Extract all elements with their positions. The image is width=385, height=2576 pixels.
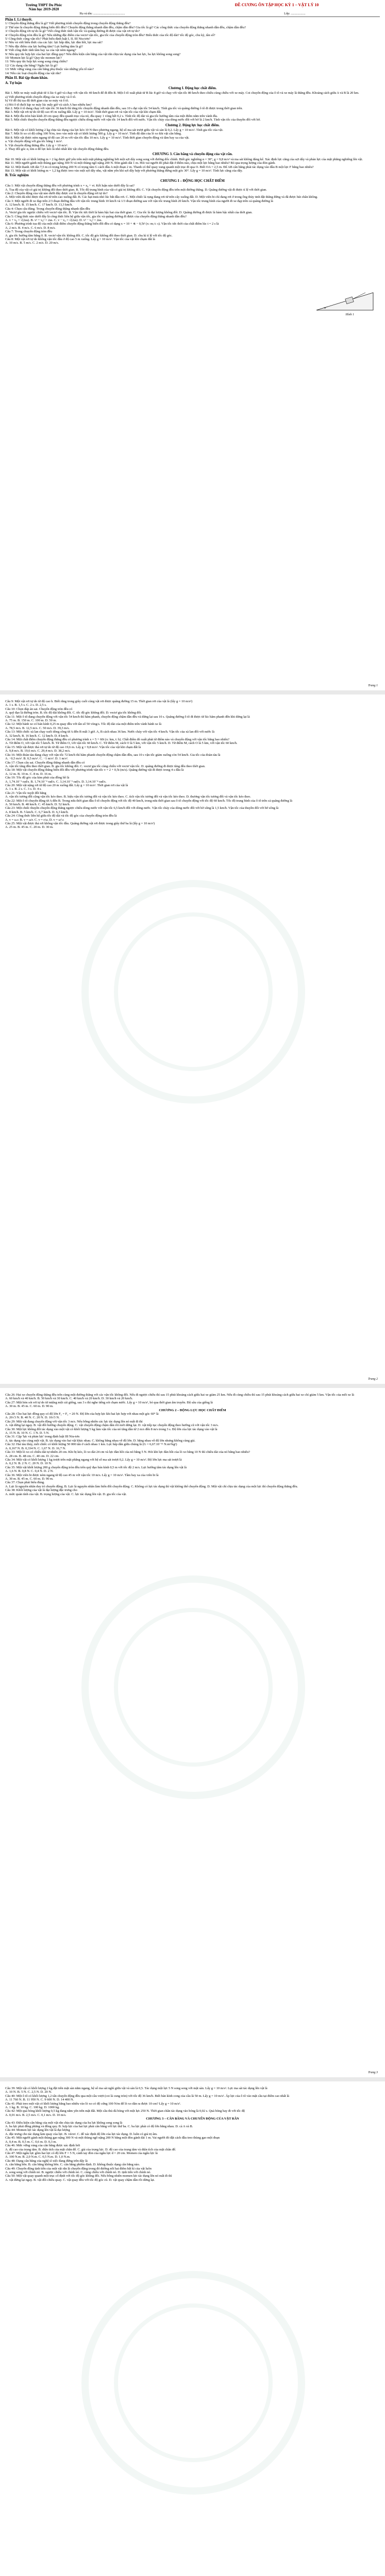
question-line: Câu 29: Một vật đang chuyển động với vận tốc 3 m/s. Nếu bỗng nhiên các lực tác dụng lên nó mất đi thì: [5, 1419, 143, 1423]
theory-item: 10/ Momen lực là gì? Quy tắc momen lực?: [5, 56, 62, 60]
question-line: A. 8 km/h. B. 5 km/h. C. 6,7 km/h. D. 6,3 km/h.: [5, 810, 69, 814]
question-line: A. 60 km/h và 40 km/h. B. 50 km/h và 30 km/h. C. 40 km/h và 20 km/h. D. 30 km/h và 20 km/h.: [5, 1397, 133, 1401]
theory-item: 7/ Nêu đặc điểm của lực hướng tâm? Lực hướng tâm là gì?: [5, 44, 83, 48]
question-line: A. vật dừng lại ngay. B. vật đổi hướng chuyển động. C. vật chuyển động chậm dần rồi mới dừng lại. D. vật tiếp tục chuyển động theo hướng cũ với vận tốc 3 m/s.: [5, 1423, 219, 1428]
question-line: Câu 44: Momen lực tác dụng lên vật là đại lượng: [5, 2128, 70, 2132]
header-divider: [5, 16, 380, 17]
essay-item: Bài 2. Một ô tô đang chạy với vận tốc 36 km/h thì tăng tốc chuyển động nhanh dần đều, sau 10 s đạt vận tốc 54 km/h. Tính gia tốc và quãng đường ô tô đi được trong thời gian trên.: [5, 106, 243, 110]
question-line: Câu 34: Một vật có khối lượng 1 kg trượt trên mặt phẳng ngang với hệ số ma sát trượt 0,2. Lấy g = 10 m/s². Độ lớn lực ma sát trượt là: [5, 1458, 182, 1462]
question-line: A. tác dụng vào cùng một vật. B. tác dụng vào hai vật khác nhau. C. không bằng nhau về độ lớn. D. bằng nhau về độ lớn nhưng không cùng giá.: [5, 1438, 195, 1443]
question-line: Câu 35: Một vật khối lượng 200 g chuyển động tròn đều trên quỹ đạo bán kính 0,5 m với tốc độ 2 m/s. Lực hướng tâm tác dụng lên vật là: [5, 1465, 187, 1469]
essay-item: a. Vật chuyển động với gia tốc bằng 1 m/s².: [5, 140, 63, 144]
student-info-line: [0, 12, 385, 15]
question-line: A. ba lực phải đồng phẳng và đồng quy. B. hợp lực của hai lực phải cân bằng với lực thứ ba. C. ba lực phải có độ lớn bằng nhau. D. cả A và B.: [5, 2125, 193, 2129]
theory-item: 8/ Viết công thức tính tầm bay xa của vật ném ngang?: [5, 48, 76, 53]
essay-item: a) Viết phương trình chuyển động của xe máy và ô tô.: [5, 95, 76, 99]
question-line: Câu 43: Điều kiện cân bằng của một vật rắn chịu tác dụng của ba lực không song song là: [5, 2121, 123, 2125]
question-line: Câu 32: Hai tàu thủy, mỗi chiếc có khối lượng 50 000 tấn ở cách nhau 1 km. Lực hấp dẫn giữa chúng là (G = 6,67.10⁻¹¹ N.m²/kg²): [5, 1443, 177, 1447]
question-line: Câu 24: Công thức liên hệ giữa tốc độ dài và tốc độ góc của chuyển động tròn đều là: [5, 814, 117, 818]
question-line: Câu 7: Trong chuyển động tròn đều: [5, 230, 52, 234]
question-line: A. quỹ đạo là đường tròn. B. tốc độ dài không đổi. C. tốc độ góc không đổi. D. vectơ gia tốc không đổi.: [5, 711, 142, 715]
question-line: A. 10 m/s. B. 5 m/s. C. 2 m/s. D. 20 m/s.: [5, 241, 59, 245]
name-field-label: Họ và tên: .........................................: [79, 12, 125, 15]
theory-item: 5/ Công thức cộng vận tốc? Phát biểu định luật I, II, III Niu-tơn?: [5, 37, 91, 41]
page-1: [0, 0, 385, 690]
page-number: Trang 3: [368, 2071, 378, 2074]
question-line: Câu 12: Một bánh xe có bán kính 0,25 m quay đều với tần số 50 vòng/s. Tốc độ dài của một điểm trên vành bánh xe là: [5, 722, 162, 726]
watermark-logo: [77, 2267, 309, 2499]
essay-item: Bài 11. Một người gánh một thùng gạo nặng 300 N và một thùng ngô nặng 200 N. Đòn gánh dài 1 m. Hỏi vai người đó phải đặt ở điểm nào, chịu một lực bằng bao nhiêu? Bỏ qua trọng lượng của đòn gánh.: [5, 161, 276, 165]
question-line: A. 0,2 N. B. 2 N. C. 20 N. D. 10 N.: [5, 1462, 52, 1466]
question-line: Câu 5: Công thức nào dưới đây là công thức liên hệ giữa vận tốc, gia tốc và quãng đường đi được của chuyển động thẳng nhanh dần đều?: [5, 214, 187, 218]
theory-item: 2/ Thế nào là chuyển động thẳng biến đổi đều? Chuyển động thẳng nhanh dần đều, chậm dần đều? Gia tốc là gì? Các công thức của chuyển động thẳng nhanh dần đều, chậm dần đều?: [5, 25, 246, 29]
question-line: Câu 50: Một vật quay quanh một trục cố định với tốc độ góc không đổi. Nếu bỗng nhiên momen lực tác dụng lên nó mất đi thì: [5, 2174, 172, 2178]
multiple-choice-heading: B. Trắc nghiệm: [5, 173, 29, 178]
question-line: Câu 1: Một vật chuyển động thẳng đều với phương trình x = x₀ + vt. Kết luận nào dưới đây là sai?: [5, 184, 135, 188]
question-line: Câu 14: Một chất điểm chuyển động thẳng đều có phương trình x = 5 + 60t (x: km, t: h). Chất điểm đó xuất phát từ điểm nào và chuyển động với vận tốc bằng bao nhiêu?: [5, 738, 229, 742]
question-line: A. 1,6 N. B. 0,8 N. C. 0,4 N. D. 2 N.: [5, 1469, 54, 1473]
page-number: Trang 1: [368, 684, 378, 687]
question-line: A. 20√3 N. B. 40 N. C. 20 N. D. 10√3 N.: [5, 1416, 60, 1420]
question-line: Câu 36: Một viên bi được ném ngang từ độ cao 45 m với vận tốc 10 m/s. Lấy g = 10 m/s². Tầm bay xa của viên bi là: [5, 1473, 159, 1477]
question-line: Câu 33: Một lò xo có chiều dài tự nhiên 20 cm. Khi bị kéo, lò xo dài 24 cm và lực đàn hồi của nó bằng 5 N. Hỏi khi lực đàn hồi của lò xo bằng 10 N thì chiều dài của nó bằng bao nhiêu?: [5, 1450, 250, 1454]
essay-item: Bài 4. Một đĩa tròn bán kính 20 cm quay đều quanh trục của nó, đĩa quay 1 vòng hết 0,2 s. Tính tốc độ dài và gia tốc hướng tâm của một điểm nằm trên vành đĩa.: [5, 114, 218, 118]
mc-question-list-1: [5, 184, 380, 245]
theory-item: 14/ Nêu các loại chuyển động của vật rắn?: [5, 71, 61, 75]
theory-item: 9/ Nêu quy tắc hợp lực của hai lực đồng quy? Nêu điều kiện cân bằng của vật rắn chịu tác dụng của hai lực, ba lực không song song?: [5, 52, 181, 56]
document-title: ĐỀ CƯƠNG ÔN TẬP HỌC KỲ 1 – VẬT LÝ 10: [235, 3, 319, 7]
question-line: Câu 27: Một hòn sỏi rơi tự do từ miệng một cái giếng, sau 3 s thì nghe tiếng sỏi chạm nước. Lấy g = 10 m/s², bỏ qua thời gian âm truyền. Độ sâu của giếng là: [5, 1400, 213, 1404]
question-line: Câu 9: Một vật rơi tự do từ độ cao h. Biết rằng trong giây cuối cùng vật rơi được quãng đường 15 m. Thời gian rơi của vật là (lấy g = 10 m/s²): [5, 700, 193, 703]
question-line: Câu 45: Một người gánh một thùng gạo nặng 300 N và một thùng ngô nặng 200 N bằng một đòn gánh dài 1 m. Vai người đó đặt cách đầu treo thùng gạo một đoạn: [5, 2136, 220, 2140]
page-4-content: [0, 2081, 385, 2182]
question-line: A. vận tốc tăng đều theo thời gian. B. gia tốc không đổi. C. vectơ gia tốc cùng chiều với vectơ vận tốc. D. quãng đường đi được tăng đều theo thời gian.: [5, 764, 206, 768]
question-line: Câu 49: Chuyển động tịnh tiến của một vật rắn là chuyển động trong đó đường nối hai điểm bất kì của vật luôn: [5, 2166, 152, 2171]
part-1-heading: Phần I. Lí thuyết.: [5, 18, 32, 22]
question-line: A. v + v₀ = √(2as). B. v² + v₀² = 2as. C. v − v₀ = √(2as). D. v² − v₀² = 2as.: [5, 218, 102, 222]
question-line: A. 11 760 N. B. 11 950 N. C. 9 600 N. D. 14 400 N.: [5, 2098, 74, 2102]
question-line: Câu 21: Vận tốc tuyệt đối bằng: [5, 791, 46, 795]
page-number: Trang 2: [368, 1378, 378, 1381]
school-block: [5, 3, 82, 11]
essay-item: b) Vẽ đồ thị tọa độ thời gian của xe máy và ô tô.: [5, 99, 69, 103]
figure-caption: Hình 1: [345, 313, 354, 316]
essay-item: b. Vật chuyển động thẳng đều. Lấy g = 10 m/s².: [5, 143, 69, 147]
essay-item: c) Hỏi ô tô đuổi kịp xe máy lúc mấy giờ và cách A bao nhiêu km?: [5, 103, 92, 107]
essay-item: 2. Thay đổi góc α, tìm α để lực kéo là nhỏ nhất khi vật chuyển động thẳng đều.: [5, 147, 109, 151]
class-field-label: Lớp: ...................: [284, 12, 306, 15]
essay-chapter-2-list: [5, 128, 380, 151]
question-line: CHƯƠNG 3 – CÂN BẰNG VÀ CHUYỂN ĐỘNG CỦA VẬT RẮN: [146, 2117, 239, 2121]
page-2-content: [0, 694, 385, 829]
question-line: Câu 38: Khối lượng của vật là đại lượng đặc trưng cho: [5, 1488, 77, 1493]
question-line: A. 0,4 m. B. 0,5 m. C. 0,6 m. D. 0,3 m.: [5, 2140, 57, 2144]
question-line: A. 15 N. B. 10 N. C. 1 N. D. 5 N.: [5, 1431, 49, 1435]
question-line: A. độ cao của trọng tâm. B. diện tích của mặt chân đế. C. giá của trọng lực. D. độ cao của trọng tâm và diện tích của mặt chân đế.: [5, 2147, 176, 2151]
mc-question-list-2: [5, 700, 380, 829]
watermark-logo: [77, 1571, 309, 1803]
question-line: A. Một viên đá nhỏ được thả rơi từ trên cao xuống đất. B. Các hạt mưa nhỏ lúc bắt đầu rơi. C. Một chiếc lá rụng đang rơi từ trên cây xuống đất. D. Một viên bi chì đang rơi ở trong ống thủy tinh đặt thẳng đứng và đã được hút chân không.: [5, 195, 318, 199]
essay-item: Bài 10. Một vật có khối lượng m = 2 kg được giữ yên trên một mặt phẳng nghiêng bởi một sợi dây song song với đường dốc chính. Biết góc nghiêng α = 30°, g = 9,8 m/s² và ma sát không đáng kể. Xác định lực căng của sợi dây và phản lực của mặt phẳng nghiêng lên vật.: [5, 157, 363, 161]
question-line: Câu 23: Một chiếc thuyền chuyển động thẳng ngược chiều dòng nước với vận tốc 6,5 km/h đối với dòng nước. Vận tốc chảy của dòng nước đối với bờ sông là 1,5 km/h. Vận tốc của thuyền đối với bờ sông là: [5, 806, 279, 810]
question-line: A. 78,5 m/s. B. 12,5 m/s. C. 50 m/s. D. 39,3 m/s.: [5, 726, 70, 730]
mc-question-list-4: [5, 2087, 380, 2182]
essay-item: Bài 8. Một vật được ném ngang từ độ cao 20 m với vận tốc đầu 10 m/s. Lấy g = 10 m/s². Tính thời gian chuyển động và tầm bay xa của vật.: [5, 135, 190, 140]
question-line: A. 10 N. B. 5 N. C. 2,5 N. D. 20 N.: [5, 2090, 52, 2094]
question-line: A. Vectơ gia tốc ngược chiều với vectơ vận tốc. B. Vận tốc tức thời là hàm bậc hai của thời gian. C. Gia tốc là đại lượng không đổi. D. Quãng đường đi được là hàm bậc nhất của thời gian.: [5, 211, 253, 215]
question-line: Câu 8: Một vật rơi tự do không vận tốc đầu ở độ cao 5 m xuống. Lấy g = 10 m/s². Vận tốc của vật khi chạm đất là: [5, 237, 155, 241]
question-line: A. 12 km/h. B. 15 km/h. C. 17 km/h. D. 13,3 km/h.: [5, 203, 73, 207]
question-line: A. cân bằng bền. B. cân bằng không bền. C. cân bằng phiếm định. D. không thuộc dạng cân bằng nào.: [5, 2163, 140, 2167]
question-line: Câu 22: Một ô tô chuyển động từ A đến B. Trong nửa thời gian đầu ô tô chuyển động với tốc độ 40 km/h, trong nửa thời gian sau ô tô chuyển động với tốc độ 60 km/h. Tốc độ trung bình của ô tô trên cả quãng đường là: [5, 799, 292, 803]
question-line: A. 30 m. B. 45 m. C. 60 m. D. 90 m.: [5, 1404, 54, 1409]
question-line: Câu 48: Dạng cân bằng của nghệ sĩ xiếc đang đứng trên dây là: [5, 2159, 88, 2163]
incline-figure: [314, 289, 376, 312]
question-line: A. 100 N.m. B. 2,0 N.m. C. 0,5 N.m. D. 1,0 N.m.: [5, 2155, 71, 2159]
question-line: A. 32 km/h. B. 16 km/h. C. 12 km/h. D. 8 km/h.: [5, 734, 69, 738]
mc-question-list-3: [5, 1393, 380, 1496]
question-line: Câu 2: Chuyển động của vật nào dưới đây được coi là chuyển động rơi tự do?: [5, 192, 108, 196]
theory-item: 11/ Nêu quy tắc hợp lực song song cùng chiều?: [5, 60, 68, 64]
document-header: [0, 0, 385, 11]
question-line: A. 0,01 m/s. B. 2,5 m/s. C. 0,1 m/s. D. 10 m/s.: [5, 2113, 66, 2117]
question-line: A. 30 m. B. 45 m. C. 60 m. D. 90 m.: [5, 1477, 54, 1481]
essay-item: Bài 12. Một thanh AB dài 7,5 m có trọng lượng 200 N có trọng tâm G cách đầu A một đoạn 2 m. Thanh có thể quay xung quanh một trục đi qua O. Biết OA = 2,5 m. Để AB cân bằng phải tác dụng vào đầu B một lực F bằng bao nhiêu?: [5, 165, 314, 169]
question-line: Câu 17: Chọn câu sai. Chuyển động thẳng nhanh dần đều có: [5, 760, 85, 765]
question-line: A. vật dừng lại ngay. B. vật đổi chiều quay. C. vật quay đều với tốc độ góc cũ. D. vật quay chậm dần rồi dừng lại.: [5, 2178, 155, 2182]
question-line: Câu 18: Một vật chuyển động thẳng biến đổi đều với phương trình vận tốc v = 2 + 0,5t (m/s). Quãng đường vật đi được trong 4 s đầu là: [5, 768, 184, 772]
theory-item: 3/ Chuyển động rơi tự do là gì? Viết công thức tính vận tốc và quãng đường đi được của vật rơi tự do?: [5, 29, 140, 33]
question-line: Câu 42: Một quả bóng khối lượng 0,5 kg đang nằm yên trên mặt đất. Một cầu thủ đá bóng với một lực 250 N. Thời gian chân tác dụng vào bóng là 0,02 s. Quả bóng bay đi với tốc độ: [5, 2109, 245, 2113]
question-line: A. 50 km/h. B. 48 km/h. C. 45 km/h. D. 52 km/h.: [5, 802, 71, 806]
question-line: Câu 11: Một ô tô đang chuyển động với vận tốc 54 km/h thì hãm phanh, chuyển động chậm dần đều và dừng lại sau 10 s. Quãng đường ô tô đi được từ lúc hãm phanh đến khi dừng lại là: [5, 715, 250, 719]
question-line: Câu 47: Một ngẫu lực gồm hai lực có độ lớn F = 5 N, cánh tay đòn của ngẫu lực d = 20 cm. Momen của ngẫu lực là: [5, 2151, 158, 2155]
question-line: A. gia tốc hướng tâm bằng 0. B. vectơ vận tốc không đổi. C. tốc độ góc không đổi theo thời gian. D. chu kì tỉ lệ với tốc độ góc.: [5, 233, 173, 238]
chapter-3-heading: CHƯƠNG 3. Cân bằng và chuyển động của vật rắn.: [152, 152, 233, 157]
page-1-content: [0, 18, 385, 245]
question-line: Câu 13: Một chiếc xà lan chạy xuôi dòng sông từ A đến B mất 3 giờ. A, B cách nhau 36 km. Nước chảy với vận tốc 4 km/h. Vận tốc của xà lan đối với nước là: [5, 730, 214, 734]
question-line: Câu 37: Chọn phát biểu đúng.: [5, 1481, 45, 1485]
question-line: A. 1 s. B. 2 s. C. 3 s. D. 4 s.: [5, 787, 42, 791]
essay-chapter-3-list: [5, 158, 380, 173]
question-line: Câu 19: Tốc độ góc của kim phút của đồng hồ là: [5, 776, 70, 780]
page-3-content: [0, 1388, 385, 1496]
question-line: A. 1,74.10⁻³ rad/s. B. 1,74.10⁻⁴ rad/s. C. 3,14.10⁻³ rad/s. D. 3,14.10⁻⁴ rad/s.: [5, 779, 107, 784]
mc-chapter-1-heading: CHƯƠNG I – ĐỘNG HỌC CHẤT ĐIỂM: [160, 178, 225, 183]
question-line: A. 1 s. B. 1,5 s. C. 2 s. D. 2,5 s.: [5, 703, 47, 707]
question-line: Câu 4: Chọn câu đúng. Trong chuyển động thẳng nhanh dần đều: [5, 207, 90, 211]
page-gap: [0, 690, 385, 694]
essay-item: Bài 13. Một vật có khối lượng m = 1,2 kg được treo vào một sợi dây nhẹ, vật nằm yên khi sợi dây hợp với phương thẳng đứng một góc 30°. Lấy g = 10 m/s². Tính lực căng của dây.: [5, 169, 243, 173]
theory-list: [5, 22, 380, 75]
question-line: Câu 20: Một vật nặng rơi từ độ cao 20 m xuống đất. Lấy g = 10 m/s². Thời gian rơi của vật là: [5, 783, 128, 787]
question-line: Câu 40: Một ô tô có khối lượng 1,2 tấn chuyển động đều qua một cầu vượt (coi là cung tròn) với tốc độ 36 km/h. Biết bán kính cong của cầu là 50 m. Lấy g = 10 m/s². Áp lực của ô tô vào mặt cầu tại điểm cao nhất là: [5, 2094, 290, 2098]
question-line: A. Từ điểm O, với vận tốc 5 km/h. B. Từ điểm O, với vận tốc 60 km/h. C. Từ điểm M, cách O là 5 km, với vận tốc 5 km/h. D. Từ điểm M, cách O là 5 km, với vận tốc 60 km/h.: [5, 741, 238, 745]
question-line: Câu 16: Một đoàn tàu đang chạy với vận tốc 72 km/h thì hãm phanh chuyển động chậm dần đều, sau 10 s vận tốc giảm xuống còn 54 km/h. Gia tốc của đoàn tàu là: [5, 753, 221, 757]
page-gap: [0, 1384, 385, 1388]
essay-heading: A. Tự luận: [5, 80, 22, 85]
question-line: A. Lực là nguyên nhân duy trì chuyển động. B. Lực là nguyên nhân làm biến đổi chuyển động. C. Không có lực tác dụng thì vật không thể chuyển động. D. Một vật chỉ chịu tác dụng của một lực thì chuyển động thẳng đều.: [5, 1484, 298, 1488]
question-line: A. 0,167 N. B. 0,334 N. C. 1,67 N. D. 16,7 N.: [5, 1446, 66, 1450]
school-name: Trường THPT Du Phúc: [25, 3, 62, 7]
question-line: Câu 31: Cặp 'lực và phản lực' trong định luật III Niu-tơn: [5, 1435, 80, 1439]
question-line: A. song song với chính nó. B. ngược chiều với chính nó. C. cùng chiều với chính nó. D. tịnh tiến với chính nó.: [5, 2170, 151, 2174]
question-line: Câu 15: Một vật được thả rơi tự do từ độ cao 19,6 m. Lấy g = 9,8 m/s². Vận tốc của vật khi chạm đất là: [5, 745, 141, 749]
essay-item: Bài 3. Một vật rơi tự do từ độ cao 45 m xuống đất. Lấy g = 10 m/s². Tính thời gian rơi và vận tốc của vật khi chạm đất.: [5, 110, 162, 114]
question-line: A. v = ω.r. B. v = ω/r. C. v = r/ω. D. v = ω².r.: [5, 818, 64, 822]
theory-item: 13/ Mức vững vàng của cân bằng phụ thuộc vào những yếu tố nào?: [5, 67, 94, 72]
part-2-heading: Phần II. Bài tập tham khảo.: [5, 76, 48, 80]
question-line: Câu 10: Chọn đáp án sai. Chuyển động tròn đều có: [5, 707, 73, 711]
chapter-1-heading: Chương I. Động học chất điểm.: [168, 86, 217, 90]
essay-item: Bài 7. Một lò xo có độ cứng 100 N/m, treo vào một vật có khối lượng 500 g. Lấy g = 10 m/s². Tính độ dãn của lò xo khi vật cân bằng.: [5, 132, 182, 136]
chapter-2-heading: Chương 2. Động lực học chất điểm.: [165, 123, 220, 127]
theory-item: 6/ Nêu và viết biểu thức của các lực: lực hấp dẫn, lực đàn hồi, lực ma sát?: [5, 41, 103, 45]
question-line: Câu 28: Cho hai lực đồng quy có độ lớn F₁ = F₂ = 20 N. Độ lớn của hợp lực khi hai lực hợp với nhau một góc 60° là: [5, 1412, 159, 1416]
question-line: Câu 39: Một vật có khối lượng 2 kg đặt trên mặt sàn nằm ngang, hệ số ma sát nghỉ giữa vật và sàn là 0,5. Tác dụng một lực 5 N song song với mặt sàn. Lấy g = 10 m/s². Lực ma sát tác dụng lên vật là: [5, 2087, 267, 2090]
question-line: Câu 26: Hai xe chuyển động thẳng đều trên cùng một đường thẳng với các vận tốc không đổi. Nếu đi ngược chiều thì sau 15 phút khoảng cách giữa hai xe giảm 25 km. Nếu đi cùng chiều thì sau 15 phút khoảng cách giữa hai xe chỉ giảm 5 km. Vận tốc của mỗi xe là: [5, 1393, 354, 1397]
question-line: A. 75 m. B. 150 m. C. 100 m. D. 50 m.: [5, 719, 57, 723]
question-line: CHƯƠNG 2 – ĐỘNG LỰC HỌC CHẤT ĐIỂM: [159, 1408, 226, 1412]
question-line: Câu 6: Phương trình tọa độ của một chất điểm chuyển động thẳng biến đổi đều có dạng x = 10 + 4t − 0,5t² (x: m; t: s). Vận tốc tức thời của chất điểm lúc t = 2 s là: [5, 222, 219, 226]
question-line: A. vận tốc tương đối cộng vận tốc kéo theo. B. hiệu vận tốc tương đối và vận tốc kéo theo. C. tích vận tốc tương đối và vận tốc kéo theo. D. thương vận tốc tương đối và vận tốc kéo theo.: [5, 795, 251, 799]
question-line: A. 28 cm. B. 48 cm. C. 40 cm. D. 22 cm.: [5, 1454, 59, 1458]
essay-item: Bài 6. Một vật có khối lượng 2 kg chịu tác dụng của lực kéo 10 N theo phương ngang, hệ số ma sát trượt giữa vật và sàn là 0,2. Lấy g = 10 m/s². Tính gia tốc của vật.: [5, 128, 223, 132]
title-block: [174, 3, 380, 11]
question-line: A. đặc trưng cho tác dụng làm quay của lực. B. véctơ. C. để xác định độ lớn của lực tác dụng. D. luôn có giá trị âm.: [5, 2132, 158, 2136]
essay-chapter-1-list: [5, 91, 380, 122]
question-line: A. 9,8 m/s. B. 19,6 m/s. C. 29,4 m/s. D. 38,2 m/s.: [5, 749, 71, 753]
question-line: Câu 41: Phải treo một vật có khối lượng bằng bao nhiêu vào lò xo có độ cứng 100 N/m để lò xo dãn ra được 10 cm? Lấy g = 10 m/s².: [5, 2102, 181, 2106]
question-line: A. 1 kg. B. 10 kg. C. 100 kg. D. 1000 kg.: [5, 2106, 60, 2110]
theory-item: 4/ Chuyển động tròn đều là gì? Nêu những đặc điểm của vectơ vận tốc, gia tốc của chuyển động tròn đều? Biểu thức của tốc độ dài? tốc độ góc, chu kỳ, tần số?: [5, 33, 215, 37]
question-line: Câu 46: Mức vững vàng của cân bằng được xác định bởi: [5, 2144, 80, 2148]
question-line: A. 2 m/s. B. 4 m/s. C. 6 m/s. D. 8 m/s.: [5, 226, 56, 230]
essay-item: Bài 1. Một xe máy xuất phát từ A lúc 6 giờ và chạy với vận tốc 40 km/h để đi đến B. Một ô tô xuất phát từ B lúc 8 giờ và chạy với vận tốc 80 km/h theo chiều cùng chiều với xe máy. Coi chuyển động của ô tô và xe máy là thẳng đều. Khoảng cách giữa A và B là 20 km.: [5, 91, 359, 95]
theory-item: 12/ Các dạng cân bằng? Ngẫu lực là gì?: [5, 63, 58, 67]
question-line: A. mức quán tính của vật. B. trọng lượng của vật. C. lực tác dụng lên vật. D. gia tốc của vật.: [5, 1492, 127, 1496]
question-line: Câu 30: Một lực không đổi tác dụng vào một vật có khối lượng 5 kg làm vận tốc của nó tăng dần từ 2 m/s đến 8 m/s trong 3 s. Độ lớn của lực tác dụng vào vật là: [5, 1427, 217, 1431]
theory-item: 1/ Chuyển động thẳng đều là gì? Viết phương trình chuyển động trong chuyển động thẳng đều?: [5, 22, 131, 26]
question-line: Câu 25: Một vật được thả rơi không vận tốc đầu. Quãng đường vật rơi được trong giây thứ ba là (lấy g = 10 m/s²): [5, 822, 155, 825]
question-line: A. Tọa độ của vật có giá trị không đổi theo thời gian. B. Tốc độ trung bình của vật có giá trị không đổi. C. Vật chuyển động đều trên một đường thẳng. D. Quãng đường vật đi được tỉ lệ với thời gian.: [5, 188, 267, 192]
question-line: A. −0,5 m/s². B. 0,5 m/s². C. −1 m/s². D. 1 m/s².: [5, 757, 69, 761]
essay-item: Bài 5. Một chiếc thuyền chuyển động thẳng đều ngược chiều dòng nước với vận tốc 14 km/h đối với nước. Vận tốc chảy của dòng nước đối với bờ là 2 km/h. Tính vận tốc của thuyền đối với bờ.: [5, 118, 261, 122]
svg-text:α: α: [324, 307, 326, 310]
watermark-logo: [77, 876, 309, 1108]
question-line: Câu 3: Một người đi xe đạp trên 2/3 đoạn đường đầu với vận tốc trung bình 10 km/h và 1/3 đoạn đường sau với vận tốc trung bình 20 km/h. Vận tốc trung bình của người đi xe đạp trên cả quãng đường là: [5, 199, 273, 203]
question-line: A. 12 m. B. 10 m. C. 8 m. D. 16 m.: [5, 772, 52, 776]
question-line: A. 25 m. B. 45 m. C. 20 m. D. 30 m.: [5, 825, 54, 829]
page-gap: [0, 2077, 385, 2081]
school-year: Năm học 2019-2020: [28, 7, 59, 11]
